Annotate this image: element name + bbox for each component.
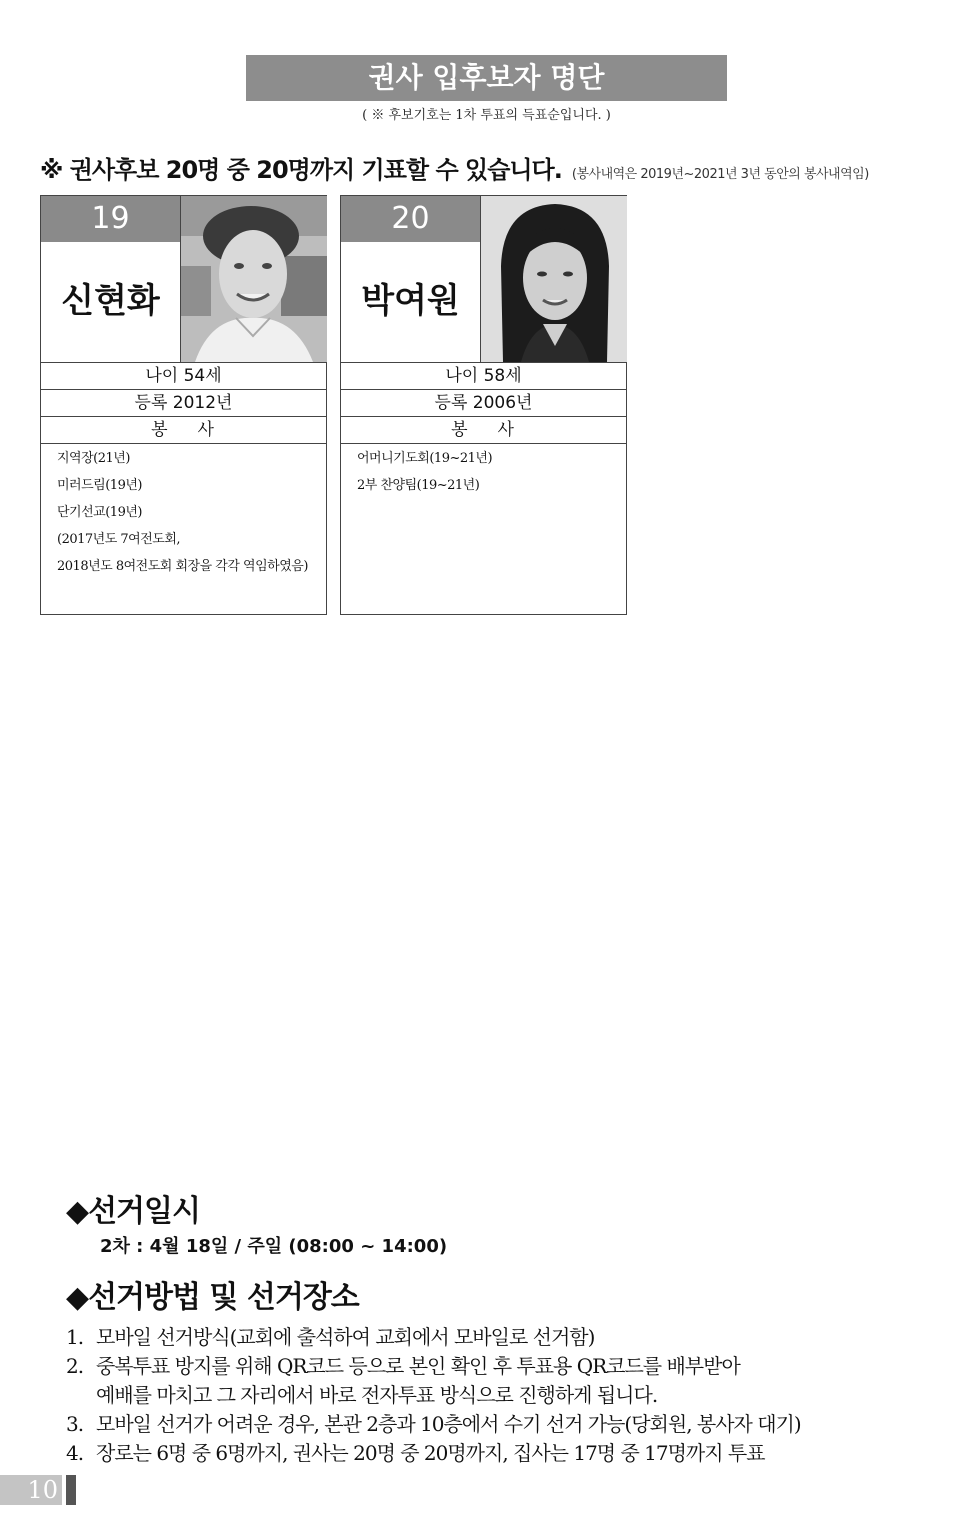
service-item: 2018년도 8여전도회 회장을 각각 역임하였음) (57, 559, 308, 574)
election-method-list (66, 1323, 926, 1468)
page-number: 10 (0, 1475, 62, 1505)
candidate-photo (480, 196, 627, 362)
list-item-number: 4. (66, 1441, 84, 1465)
list-item-number: 2. (66, 1354, 84, 1378)
service-list (41, 443, 326, 614)
service-header (41, 416, 326, 443)
list-item (66, 1352, 926, 1381)
portrait-image (181, 196, 327, 362)
list-item (66, 1381, 926, 1410)
list-item (66, 1439, 926, 1468)
list-item-text: 장로는 6명 중 6명까지, 권사는 20명 중 20명까지, 집사는 17명 중 17명까지 투표 (96, 1441, 765, 1465)
service-header-char-1: 봉 (151, 420, 170, 440)
instruction-main: ※ 권사후보 20명 중 20명까지 기표할 수 있습니다. (40, 156, 562, 184)
election-method-heading: ◆선거방법 및 선거장소 (66, 1280, 359, 1315)
candidate-photo (180, 196, 327, 362)
list-item-number: 1. (66, 1325, 84, 1349)
list-item (66, 1323, 926, 1352)
candidate-card (40, 195, 327, 615)
service-item: (2017년도 7여전도회, (57, 532, 181, 547)
service-item: 지역장(21년) (57, 451, 130, 466)
service-header-char-1: 봉 (451, 420, 470, 440)
list-item-text: 모바일 선거가 어려운 경우, 본관 2층과 10층에서 수기 선거 가능(당회원, 봉사자 대기) (96, 1412, 801, 1436)
list-item-text: 예배를 마치고 그 자리에서 바로 전자투표 방식으로 진행하게 됩니다. (96, 1383, 658, 1407)
candidate-name: 신현화 (61, 281, 160, 321)
candidate-age: 나이 58세 (341, 362, 626, 389)
service-header (341, 416, 626, 443)
list-item-number: 3. (66, 1412, 84, 1436)
candidate-registered: 등록 2012년 (41, 389, 326, 416)
candidate-number: 20 (341, 196, 480, 242)
title-note: ( ※ 후보기호는 1차 투표의 득표순입니다. ) (362, 108, 611, 123)
candidate-age: 나이 54세 (41, 362, 326, 389)
candidate-name: 박여원 (361, 281, 460, 321)
voting-instruction (40, 150, 869, 185)
candidate-card (340, 195, 627, 615)
service-header-char-2: 사 (197, 420, 216, 440)
list-item-text: 중복투표 방지를 위해 QR코드 등으로 본인 확인 후 투표용 QR코드를 배부받아 (96, 1354, 740, 1378)
service-item: 단기선교(19년) (57, 505, 142, 520)
election-date-line: 2차 : 4월 18일 / 주일 (08:00 ~ 14:00) (100, 1236, 448, 1257)
candidate-registered: 등록 2006년 (341, 389, 626, 416)
portrait-image (481, 196, 627, 362)
list-item (66, 1410, 926, 1439)
list-item-text: 모바일 선거방식(교회에 출석하여 교회에서 모바일로 선거함) (96, 1325, 595, 1349)
service-item: 2부 찬양팀(19~21년) (357, 478, 480, 493)
election-date-heading: ◆선거일시 (66, 1194, 200, 1229)
candidate-number: 19 (41, 196, 180, 242)
page-title: 권사 입후보자 명단 (246, 55, 727, 101)
service-list (341, 443, 626, 614)
service-item: 미러드림(19년) (57, 478, 142, 493)
service-header-char-2: 사 (497, 420, 516, 440)
service-item: 어머니기도회(19~21년) (357, 451, 493, 466)
page-tab-marker (66, 1475, 76, 1505)
instruction-sub: (봉사내역은 2019년~2021년 3년 동안의 봉사내역임) (571, 167, 869, 182)
